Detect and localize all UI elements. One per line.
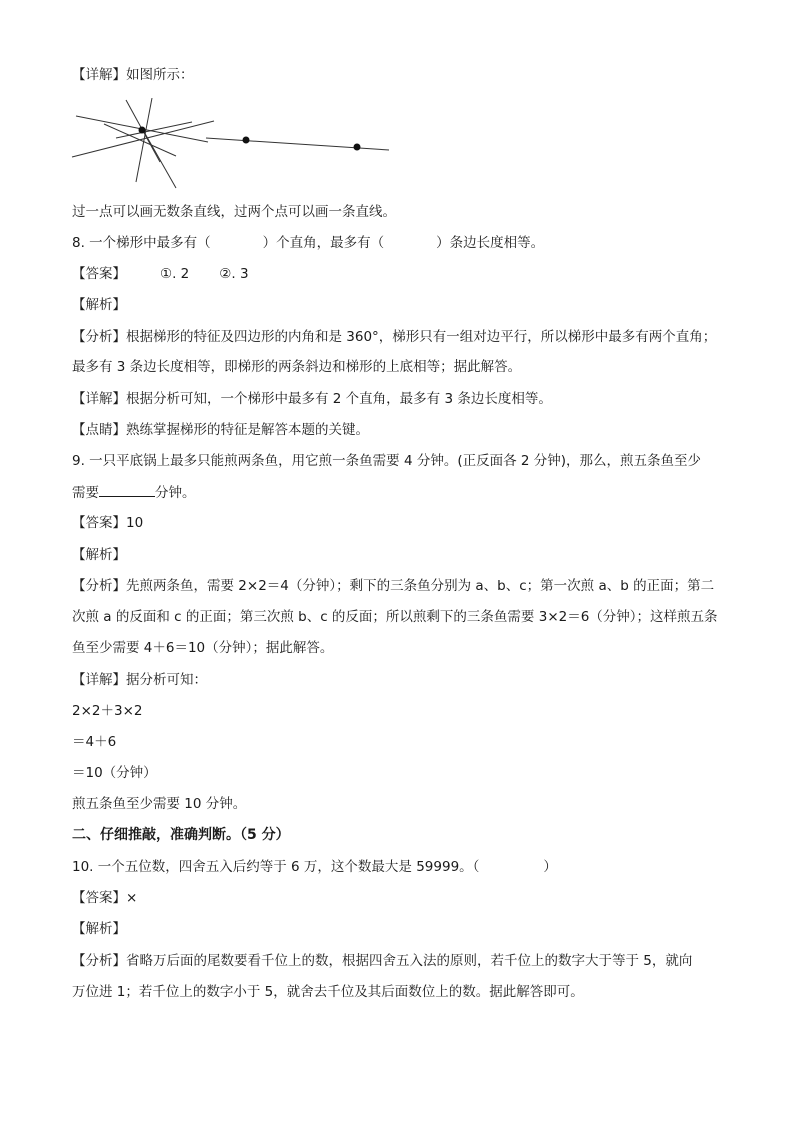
paragraph: 过一点可以画无数条直线，过两个点可以画一条直线。 bbox=[72, 204, 396, 220]
equation: 2×2＋3×2 bbox=[72, 703, 143, 719]
paragraph: 鱼至少需要 4＋6＝10（分钟）；据此解答。 bbox=[72, 640, 334, 656]
equation: ＝10（分钟） bbox=[72, 765, 157, 781]
section-heading: 二、仔细推敲，准确判断。（5 分） bbox=[72, 827, 290, 843]
question-10 bbox=[72, 858, 557, 876]
question-9-part-1: 需要 bbox=[72, 485, 99, 501]
answer-8-first: ①. 2 bbox=[160, 266, 190, 282]
analysis-heading: 【解析】 bbox=[72, 921, 126, 937]
pencil-of-lines bbox=[72, 98, 214, 188]
paragraph: 万位进 1；若千位上的数字小于 5，就舍去千位及其后面数位上的数。据此解答即可。 bbox=[72, 984, 584, 1000]
question-8-part-3: ）条边长度相等。 bbox=[436, 235, 545, 251]
question-9-part-2: 分钟。 bbox=[155, 485, 196, 501]
detail-heading: 【详解】如图所示： bbox=[72, 67, 194, 83]
line-through-two-points bbox=[206, 138, 389, 150]
point-a bbox=[243, 137, 250, 144]
answer-9: 【答案】10 bbox=[72, 515, 144, 531]
paragraph: 【详解】据分析可知： bbox=[72, 672, 207, 688]
paragraph: 【详解】根据分析可知，一个梯形中最多有 2 个直角，最多有 3 条边长度相等。 bbox=[72, 391, 552, 407]
answer-blank bbox=[99, 483, 155, 497]
answer-label: 【答案】 bbox=[72, 266, 126, 282]
question-9-continued bbox=[72, 483, 196, 502]
analysis-heading: 【解析】 bbox=[72, 547, 126, 563]
equation: ＝4＋6 bbox=[72, 734, 117, 750]
paragraph: 【点睛】熟练掌握梯形的特征是解答本题的关键。 bbox=[72, 422, 369, 438]
paragraph: 【分析】省略万后面的尾数要看千位上的数，根据四舍五入法的原则，若千位上的数字大于等于 5，就向 bbox=[72, 953, 693, 969]
question-10-part-2: ） bbox=[543, 859, 557, 875]
analysis-heading: 【解析】 bbox=[72, 297, 126, 313]
answer-8 bbox=[72, 265, 249, 283]
answer-8-second: ②. 3 bbox=[219, 266, 249, 282]
paragraph: 【分析】根据梯形的特征及四边形的内角和是 360°，梯形只有一组对边平行，所以梯形中最多有两个直角； bbox=[72, 329, 717, 345]
center-point bbox=[139, 127, 146, 134]
question-8-part-2: ）个直角，最多有（ bbox=[262, 235, 385, 251]
point-b bbox=[354, 144, 361, 151]
question-10-part-1: 10. 一个五位数，四舍五入后约等于 6 万，这个数最大是 59999。（ bbox=[72, 859, 480, 875]
paragraph: 最多有 3 条边长度相等，即梯形的两条斜边和梯形的上底相等；据此解答。 bbox=[72, 359, 522, 375]
question-8 bbox=[72, 234, 544, 252]
question-8-part-1: 8. 一个梯形中最多有（ bbox=[72, 235, 211, 251]
answer-10: 【答案】× bbox=[72, 890, 138, 906]
lines-through-points-figure bbox=[66, 98, 396, 193]
paragraph: 煎五条鱼至少需要 10 分钟。 bbox=[72, 796, 247, 812]
question-9: 9. 一只平底锅上最多只能煎两条鱼，用它煎一条鱼需要 4 分钟。(正反面各 2 分钟)，那么，煎五条鱼至少 bbox=[72, 453, 702, 469]
paragraph: 【分析】先煎两条鱼，需要 2×2＝4（分钟）；剩下的三条鱼分别为 a、b、c；第一次煎 a、b 的正面；第二 bbox=[72, 578, 715, 594]
paragraph: 次煎 a 的反面和 c 的正面；第三次煎 b、c 的反面；所以煎剩下的三条鱼需要 3×2＝6（分钟）；这样煎五条 bbox=[72, 609, 718, 625]
